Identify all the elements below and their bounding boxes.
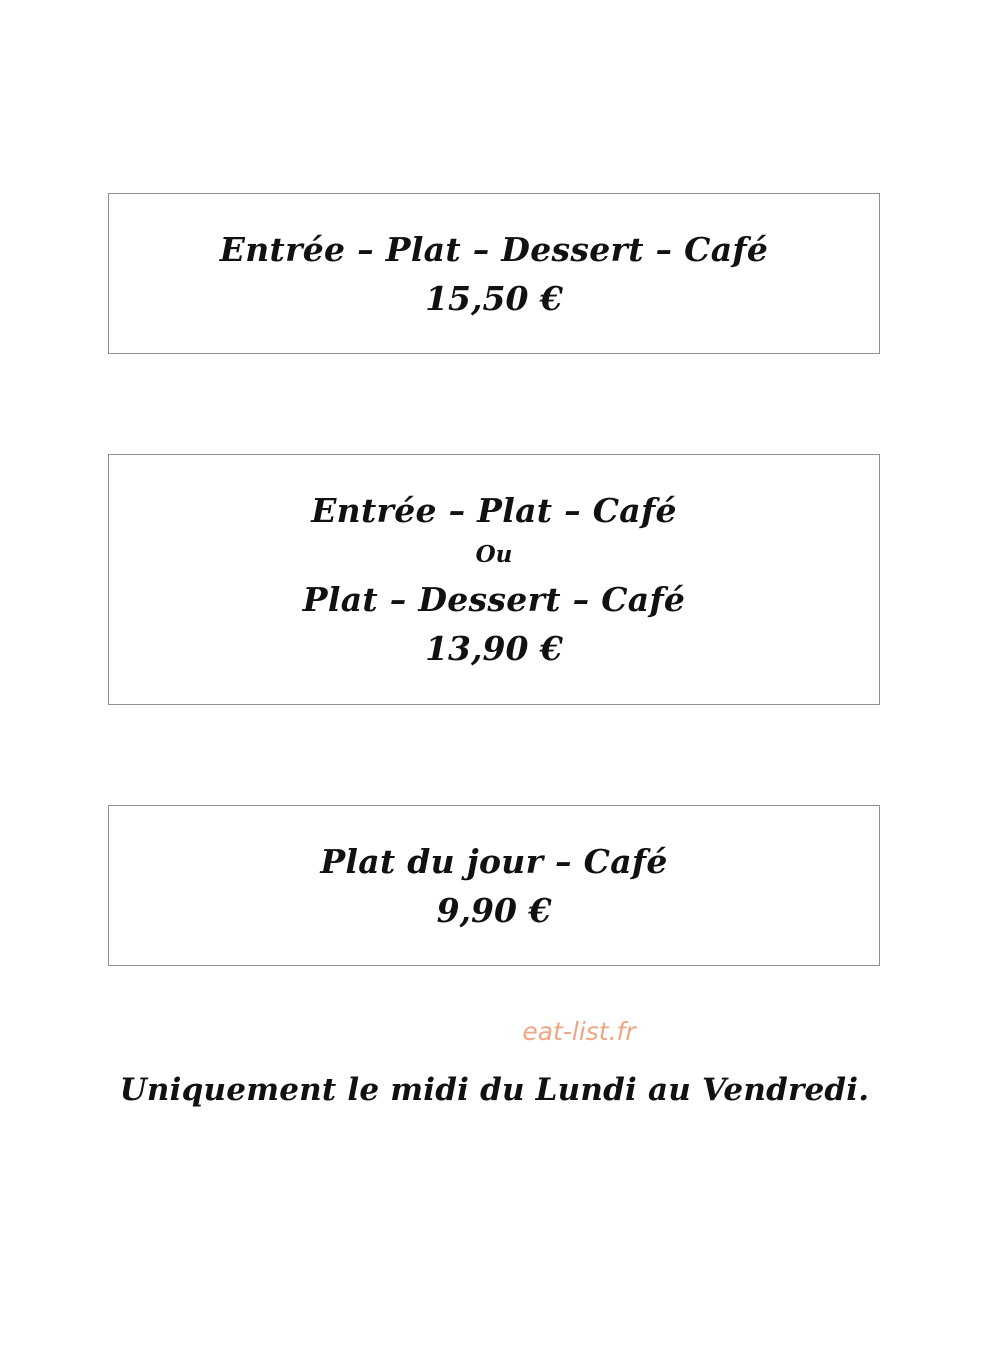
menu-formula-title: Plat du jour – Café [320, 841, 668, 881]
menu-formula-box-3 [108, 805, 880, 966]
menu-formula-title: Entrée – Plat – Dessert – Café [219, 229, 769, 269]
menu-formula-price: 9,90 € [436, 890, 552, 930]
menu-formula-or: Ou [475, 541, 513, 568]
availability-note: Uniquement le midi du Lundi au Vendredi. [119, 1072, 870, 1108]
watermark: eat-list.fr [522, 1017, 636, 1046]
menu-formula-box-1 [108, 193, 880, 354]
menu-formula-price: 13,90 € [425, 629, 563, 668]
menu-formula-alt-title: Plat – Dessert – Café [302, 580, 686, 619]
menu-formula-title: Entrée – Plat – Café [311, 491, 677, 530]
menu-formula-box-2 [108, 454, 880, 705]
menu-formula-price: 15,50 € [425, 278, 563, 318]
